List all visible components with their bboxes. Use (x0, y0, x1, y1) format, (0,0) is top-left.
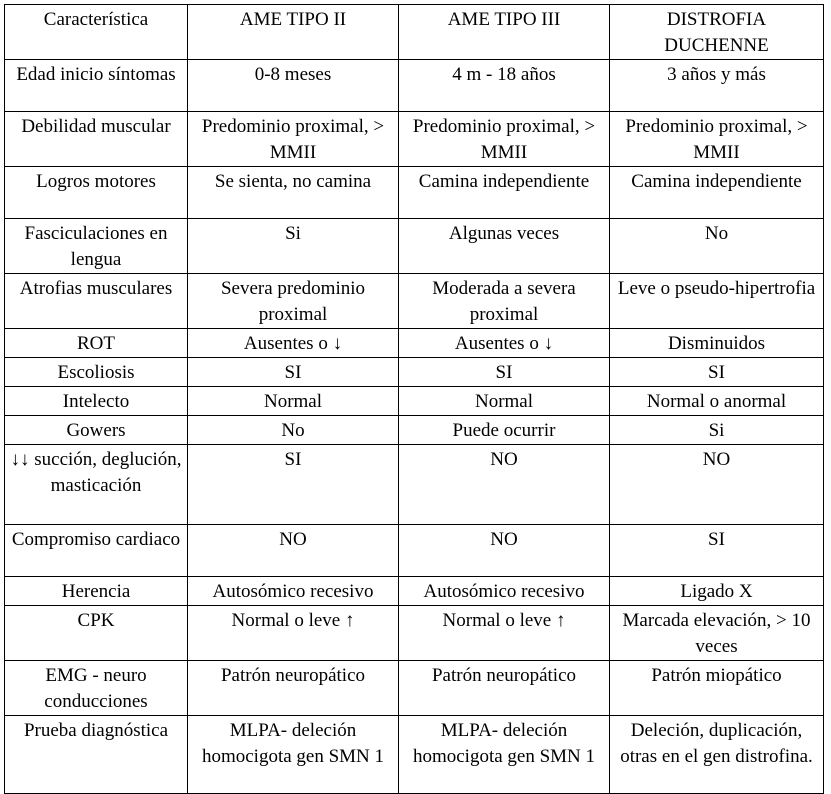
table-cell (399, 112, 610, 167)
row-label-cell (5, 445, 188, 525)
row-label-cell (5, 219, 188, 274)
table-cell (399, 416, 610, 445)
table-cell (399, 445, 610, 525)
table-row (5, 387, 824, 416)
cell-text: Patrón neuropático (220, 665, 366, 686)
cell-text: Moderada a severa proximal (432, 278, 576, 325)
table-cell (610, 387, 824, 416)
cell-text: Se sienta, no camina (214, 171, 372, 192)
table-row (5, 661, 824, 716)
table-row (5, 358, 824, 387)
cell-text: Fasciculaciones en lengua (24, 223, 168, 270)
row-label-cell (5, 358, 188, 387)
cell-text: EMG - neuro conducciones (44, 665, 148, 712)
cell-text: Severa predominio proximal (220, 278, 366, 325)
cell-text: Si (285, 223, 301, 244)
table-cell (399, 525, 610, 577)
cell-text: Autosómico recesivo (212, 581, 374, 602)
cell-text: Escoliosis (57, 362, 135, 383)
row-label-cell (5, 329, 188, 358)
table-row (5, 274, 824, 329)
table-cell (188, 60, 399, 112)
header-cell (5, 5, 188, 60)
table-cell (610, 219, 824, 274)
cell-text: Predominio proximal, > MMII (201, 116, 385, 163)
header-text: Característica (43, 9, 149, 30)
table-cell (188, 525, 399, 577)
table-cell (610, 445, 824, 525)
header-text: AME TIPO II (239, 9, 347, 30)
table-cell (610, 525, 824, 577)
table-row (5, 416, 824, 445)
table-cell (188, 219, 399, 274)
cell-text: SI (708, 362, 725, 383)
cell-text: Ausentes o ↓ (454, 333, 554, 354)
table-cell (399, 716, 610, 794)
cell-text: Si (708, 420, 725, 441)
table-cell (188, 445, 399, 525)
header-cell (610, 5, 824, 60)
header-text: DISTROFIA DUCHENNE (664, 9, 769, 56)
table-cell (610, 416, 824, 445)
cell-text: Predominio proximal, > MMII (412, 116, 596, 163)
row-label-cell (5, 525, 188, 577)
header-cell (399, 5, 610, 60)
table-cell (610, 606, 824, 661)
cell-text: ROT (77, 333, 115, 354)
table-row (5, 60, 824, 112)
table-cell (399, 219, 610, 274)
cell-text: NO (490, 529, 518, 550)
cell-text: Camina independiente (631, 171, 802, 192)
table-cell (610, 274, 824, 329)
cell-text: Compromiso cardiaco (11, 529, 181, 550)
table-cell (188, 274, 399, 329)
cell-text: NO (279, 529, 307, 550)
cell-text: Prueba diagnóstica (23, 720, 169, 741)
table-cell (188, 661, 399, 716)
cell-text: Ausentes o ↓ (243, 333, 343, 354)
table-cell (188, 416, 399, 445)
cell-text: Predominio proximal, > MMII (625, 116, 808, 163)
cell-text: MLPA- deleción homocigota gen SMN 1 (201, 720, 385, 767)
table-cell (188, 167, 399, 219)
row-label-cell (5, 167, 188, 219)
row-label-cell (5, 387, 188, 416)
cell-text: Normal (474, 391, 534, 412)
row-label-cell (5, 606, 188, 661)
table-row (5, 606, 824, 661)
cell-text: Camina independiente (418, 171, 590, 192)
cell-text: Herencia (61, 581, 131, 602)
cell-text: CPK (77, 610, 115, 631)
table-cell (399, 606, 610, 661)
cell-text: Autosómico recesivo (423, 581, 585, 602)
table-cell (188, 112, 399, 167)
table-cell (399, 167, 610, 219)
header-row (5, 5, 824, 60)
cell-text: Gowers (66, 420, 126, 441)
cell-text: No (704, 223, 729, 244)
cell-text: MLPA- deleción homocigota gen SMN 1 (412, 720, 596, 767)
table-row (5, 445, 824, 525)
cell-text: 3 años y más (667, 64, 766, 85)
cell-text: Normal o leve ↑ (231, 610, 355, 631)
cell-text: Logros motores (36, 171, 156, 192)
table-cell (610, 329, 824, 358)
cell-text: Patrón miopático (651, 665, 782, 686)
cell-text: Edad inicio síntomas (16, 64, 176, 85)
table-row (5, 219, 824, 274)
table-cell (188, 577, 399, 606)
table-row (5, 167, 824, 219)
table-row (5, 329, 824, 358)
table-cell (610, 577, 824, 606)
comparison-table (4, 4, 824, 794)
header-text: AME TIPO III (447, 9, 561, 30)
table-cell (188, 716, 399, 794)
table-cell (399, 358, 610, 387)
cell-text: Leve o pseudo-hipertrofia (617, 278, 816, 299)
cell-text: No (281, 420, 305, 441)
table-cell (399, 274, 610, 329)
table-cell (610, 716, 824, 794)
table-cell (399, 329, 610, 358)
table-cell (610, 661, 824, 716)
table-cell (188, 358, 399, 387)
table-cell (188, 329, 399, 358)
cell-text: Ligado X (680, 581, 753, 602)
table-cell (188, 387, 399, 416)
cell-text: NO (702, 449, 731, 470)
table-cell (610, 60, 824, 112)
cell-text: SI (495, 362, 513, 383)
cell-text: Algunas veces (448, 223, 560, 244)
table-cell (399, 60, 610, 112)
cell-text: Intelecto (62, 391, 130, 412)
cell-text: Normal o leve ↑ (442, 610, 566, 631)
cell-text: SI (284, 362, 302, 383)
cell-text: SI (708, 529, 725, 550)
cell-text: NO (490, 449, 518, 470)
cell-text: ↓↓ succión, deglución, masticación (10, 449, 182, 496)
table-cell (610, 112, 824, 167)
cell-text: 0-8 meses (254, 64, 332, 85)
table-cell (399, 661, 610, 716)
table-cell (610, 167, 824, 219)
cell-text: Deleción, duplicación, otras en el gen distrofina. (620, 720, 813, 767)
row-label-cell (5, 112, 188, 167)
cell-text: SI (284, 449, 302, 470)
cell-text: Normal (263, 391, 323, 412)
cell-text: Marcada elevación, > 10 veces (622, 610, 811, 657)
header-cell (188, 5, 399, 60)
row-label-cell (5, 661, 188, 716)
cell-text: Normal o anormal (646, 391, 787, 412)
table-cell (610, 358, 824, 387)
row-label-cell (5, 716, 188, 794)
row-label-cell (5, 274, 188, 329)
cell-text: 4 m - 18 años (452, 64, 556, 85)
table-row (5, 112, 824, 167)
cell-text: Disminuidos (667, 333, 766, 354)
table-row (5, 577, 824, 606)
table-cell (399, 577, 610, 606)
row-label-cell (5, 577, 188, 606)
row-label-cell (5, 60, 188, 112)
table-row (5, 525, 824, 577)
cell-text: Puede ocurrir (452, 420, 556, 441)
cell-text: Debilidad muscular (21, 116, 171, 137)
cell-text: Atrofias musculares (19, 278, 173, 299)
table-cell (188, 606, 399, 661)
table-cell (399, 387, 610, 416)
table-row (5, 716, 824, 794)
row-label-cell (5, 416, 188, 445)
cell-text: Patrón neuropático (431, 665, 577, 686)
